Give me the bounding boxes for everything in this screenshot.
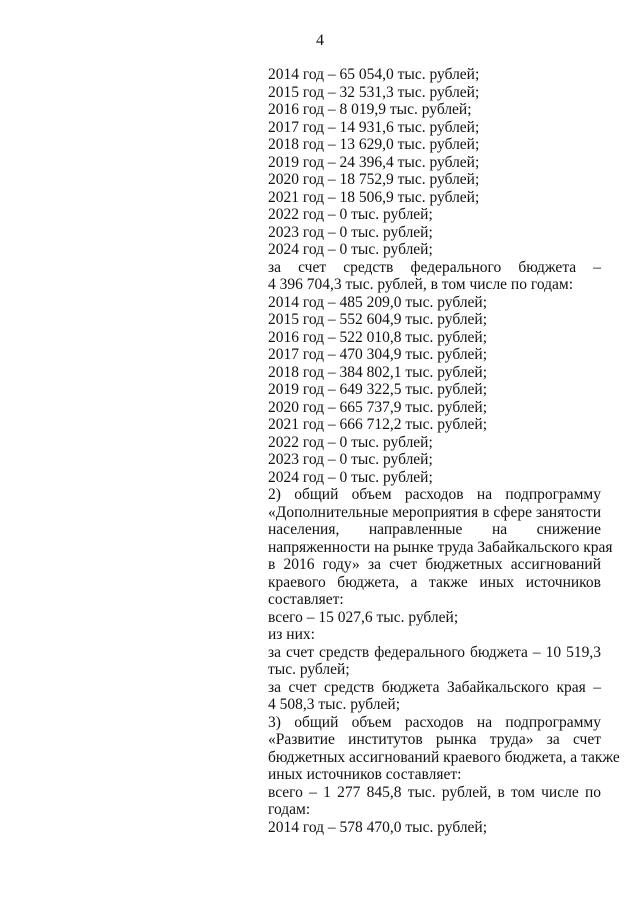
- paragraph-line: составляет:: [268, 591, 344, 608]
- total-amount: всего – 15 027,6 тыс. рублей;: [268, 608, 459, 626]
- list-item: 2019 год – 649 322,5 тыс. рублей;: [268, 381, 488, 398]
- paragraph-line: 4 396 704,3 тыс. рублей, в том числе по годам:: [268, 276, 574, 293]
- list-item: 2020 год – 18 752,9 тыс. рублей;: [268, 171, 480, 188]
- list-item: 2015 год – 32 531,3 тыс. рублей;: [268, 83, 480, 101]
- paragraph-line: напряженности на рынке труда Забайкальского края: [268, 538, 613, 556]
- list-item: 2018 год – 384 802,1 тыс. рублей;: [268, 363, 488, 381]
- paragraph-line: 3) общий объем расходов на подпрограмму: [268, 713, 601, 731]
- federal-budget-intro: [268, 259, 601, 294]
- paragraph-line: «Дополнительные мероприятия в сфере занятости: [268, 503, 601, 521]
- federal-share-line: тыс. рублей;: [268, 661, 350, 678]
- paragraph-line: бюджетных ассигнований краевого бюджета, а также: [268, 748, 620, 766]
- list-item: 2014 год – 65 054,0 тыс. рублей;: [268, 66, 480, 83]
- paragraph-line: иных источников составляет:: [268, 766, 462, 783]
- page-number: 4: [316, 32, 324, 49]
- paragraph-line: в 2016 году» за счет бюджетных ассигнований: [268, 556, 601, 573]
- regional-share-line: 4 508,3 тыс. рублей;: [268, 696, 400, 713]
- subprogram-3-section: [268, 713, 620, 837]
- list-item: 2019 год – 24 396,4 тыс. рублей;: [268, 153, 480, 171]
- list-item: 2014 год – 485 209,0 тыс. рублей;: [268, 293, 488, 311]
- list-item: 2014 год – 578 470,0 тыс. рублей;: [268, 818, 488, 836]
- list-item: 2024 год – 0 тыс. рублей;: [268, 241, 433, 258]
- paragraph-line: 2) общий объем расходов на подпрограмму: [268, 486, 601, 503]
- list-item: 2024 год – 0 тыс. рублей;: [268, 468, 433, 486]
- paragraph-line: населения, направленные на снижение: [268, 521, 601, 538]
- list-item: 2021 год – 666 712,2 тыс. рублей;: [268, 416, 488, 433]
- list-item: 2016 год – 522 010,8 тыс. рублей;: [268, 328, 488, 346]
- paragraph-line: краевого бюджета, а также иных источников: [268, 573, 601, 591]
- list-item: 2022 год – 0 тыс. рублей;: [268, 433, 433, 451]
- list-item: 2016 год – 8 019,9 тыс. рублей;: [268, 101, 472, 118]
- list-item: 2023 год – 0 тыс. рублей;: [268, 451, 433, 468]
- federal-share-line: за счет средств федерального бюджета – 10 519,3: [268, 643, 601, 661]
- paragraph-line: за счет средств федерального бюджета –: [268, 258, 601, 276]
- total-amount: годам:: [268, 801, 311, 818]
- list-item: 2023 год – 0 тыс. рублей;: [268, 223, 433, 241]
- document-body: [268, 66, 620, 836]
- federal-years-list: [268, 294, 601, 487]
- list-item: 2021 год – 18 506,9 тыс. рублей;: [268, 188, 480, 206]
- regional-share-line: за счет средств бюджета Забайкальского края –: [268, 678, 601, 696]
- paragraph-line: «Развитие институтов рынка труда» за счет: [268, 731, 601, 748]
- list-item: 2018 год – 13 629,0 тыс. рублей;: [268, 136, 480, 153]
- list-item: 2020 год – 665 737,9 тыс. рублей;: [268, 398, 488, 416]
- list-item: 2015 год – 552 604,9 тыс. рублей;: [268, 311, 488, 328]
- list-item: 2017 год – 14 931,6 тыс. рублей;: [268, 118, 480, 136]
- paragraph-line: из них:: [268, 626, 315, 643]
- list-item: 2017 год – 470 304,9 тыс. рублей;: [268, 346, 488, 363]
- list-item: 2022 год – 0 тыс. рублей;: [268, 206, 433, 223]
- subprogram-2-section: [268, 486, 613, 714]
- total-amount: всего – 1 277 845,8 тыс. рублей, в том числе по: [268, 783, 601, 801]
- regional-years-list: [268, 66, 601, 259]
